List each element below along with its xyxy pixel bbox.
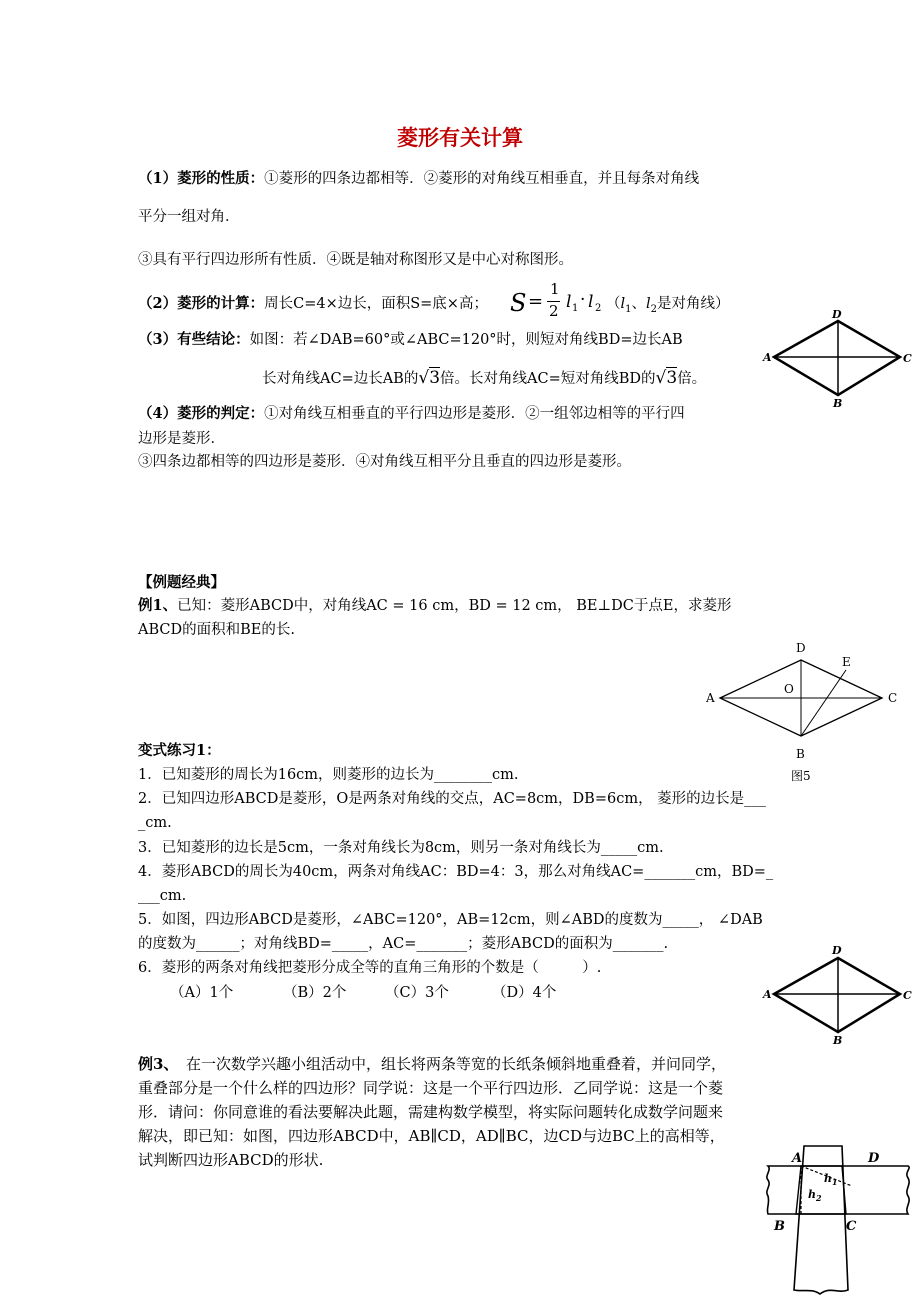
rhombus-figure-1 <box>760 305 920 410</box>
option-d: （D）4个 <box>492 985 557 1001</box>
svg-text:D: D <box>832 308 842 321</box>
example-3-line-5: 试判断四边形ABCD的形状. <box>138 1151 324 1169</box>
svg-text:D: D <box>868 1151 880 1166</box>
example-3-line-2: 重叠部分是一个什么样的四边形？同学说：这是一个平行四边形．乙同学说：这是一个菱 <box>138 1079 724 1097</box>
example-1-line-1: 例1、已知：菱形ABCD中，对角线AC = 16 cm，BD = 12 cm， BE⊥DC于点E，求菱形 <box>138 597 732 614</box>
question-2-cont: _cm. <box>138 815 172 831</box>
question-5: 5．如图，四边形ABCD是菱形，∠ABC=120°，AB=12cm，则∠ABD的度数为_____， ∠DAB <box>138 912 763 928</box>
svg-text:B: B <box>833 397 843 410</box>
svg-text:C: C <box>903 352 912 365</box>
question-1: 1．已知菱形的周长为16cm，则菱形的边长为________cm. <box>138 767 519 783</box>
page-title: 菱形有关计算 <box>397 126 523 150</box>
svg-text:E: E <box>842 655 851 669</box>
figure-caption: 图5 <box>791 769 811 783</box>
property-line-2: 平分一组对角． <box>138 209 240 225</box>
section-heading: 【例题经典】 <box>138 574 225 591</box>
example-3-line-4: 解决，即已知：如图，四边形ABCD中，AB∥CD，AD∥BC，边CD与边BC上的高相等， <box>138 1127 725 1145</box>
property-head: （1）菱形的性质： <box>138 170 265 187</box>
conclusion-head: （3）有些结论： <box>138 331 250 348</box>
svg-text:O: O <box>784 682 794 696</box>
rhombus-figure-5 <box>700 638 910 788</box>
svg-text:h1: $h_1$ <box>824 1172 838 1187</box>
property-line-3: ③具有平行四边形所有性质．④既是轴对称图形又是中心对称图形。 <box>138 252 573 268</box>
option-a: （A）1个 <box>170 985 234 1001</box>
question-3: 3．已知菱形的边长是5cm，一条对角线长为8cm，则另一条对角线长为_____cm. <box>138 840 664 856</box>
svg-text:B: B <box>796 747 805 761</box>
option-c: （C）3个 <box>385 985 449 1001</box>
svg-text:B: B <box>774 1219 785 1234</box>
svg-text:A: A <box>706 691 715 705</box>
calc-head: （2）菱形的计算： <box>138 295 265 312</box>
svg-text:A: A <box>763 351 772 364</box>
svg-text:D: D <box>796 641 806 655</box>
property-line-1: （1）菱形的性质：①菱形的四条边都相等．②菱形的对角线互相垂直，并且每条对角线 <box>138 170 700 187</box>
judgement-line-1: （4）菱形的判定：①对角线互相垂直的平行四边形是菱形．②一组邻边相等的平行四 <box>138 405 685 422</box>
calc-line: （2）菱形的计算：周长C=4×边长，面积S=底×高； <box>138 295 488 312</box>
question-4-cont: ___cm. <box>138 888 187 904</box>
option-b: （B）2个 <box>283 985 347 1001</box>
variant-heading: 变式练习1： <box>138 742 221 759</box>
judgement-line-3: ③四条边都相等的四边形是菱形．④对角线互相平分且垂直的四边形是菱形。 <box>138 454 631 470</box>
judgement-head: （4）菱形的判定： <box>138 405 265 422</box>
example-1-line-2: ABCD的面积和BE的长. <box>138 622 295 638</box>
question-4: 4．菱形ABCD的周长为40cm，两条对角线AC：BD=4：3，那么对角线AC=_______cm，BD=_ <box>138 864 774 880</box>
conclusion-line-2: 长对角线AC=边长AB的√3倍。长对角线AC=短对角线BD的√3倍。 <box>262 368 707 388</box>
svg-text:B: B <box>833 1034 843 1045</box>
paper-strips-figure <box>758 1140 918 1300</box>
svg-text:h2: $h_2$ <box>808 1188 822 1203</box>
svg-text:C: C <box>888 691 898 705</box>
svg-text:C: C <box>903 989 912 1002</box>
svg-text:A: A <box>792 1151 803 1166</box>
svg-text:C: C <box>846 1219 857 1234</box>
rhombus-figure-2 <box>760 940 920 1045</box>
example-3-line-3: 形．请问：你同意谁的看法要解决此题，需建构数学模型，将实际问题转化成数学问题来 <box>138 1103 724 1121</box>
judgement-line-2: 边形是菱形． <box>138 431 225 447</box>
conclusion-line-1: （3）有些结论：如图：若∠DAB=60°或∠ABC=120°时，则短对角线BD=边长AB <box>138 331 683 348</box>
example-3-line-1: 例3、 在一次数学兴趣小组活动中，组长将两条等宽的长纸条倾斜地重叠着，并问同学， <box>138 1055 726 1073</box>
question-2: 2．已知四边形ABCD是菱形，O是两条对角线的交点，AC=8cm，DB=6cm， 菱形的边长是___ <box>138 791 766 807</box>
question-6: 6．菱形的两条对角线把菱形分成全等的直角三角形的个数是（ ）. <box>138 960 602 976</box>
question-5-cont: 的度数为______；对角线BD=_____，AC=_______；菱形ABCD的面积为_______. <box>138 936 669 952</box>
svg-text:A: A <box>763 988 772 1001</box>
svg-text:D: D <box>832 944 842 957</box>
